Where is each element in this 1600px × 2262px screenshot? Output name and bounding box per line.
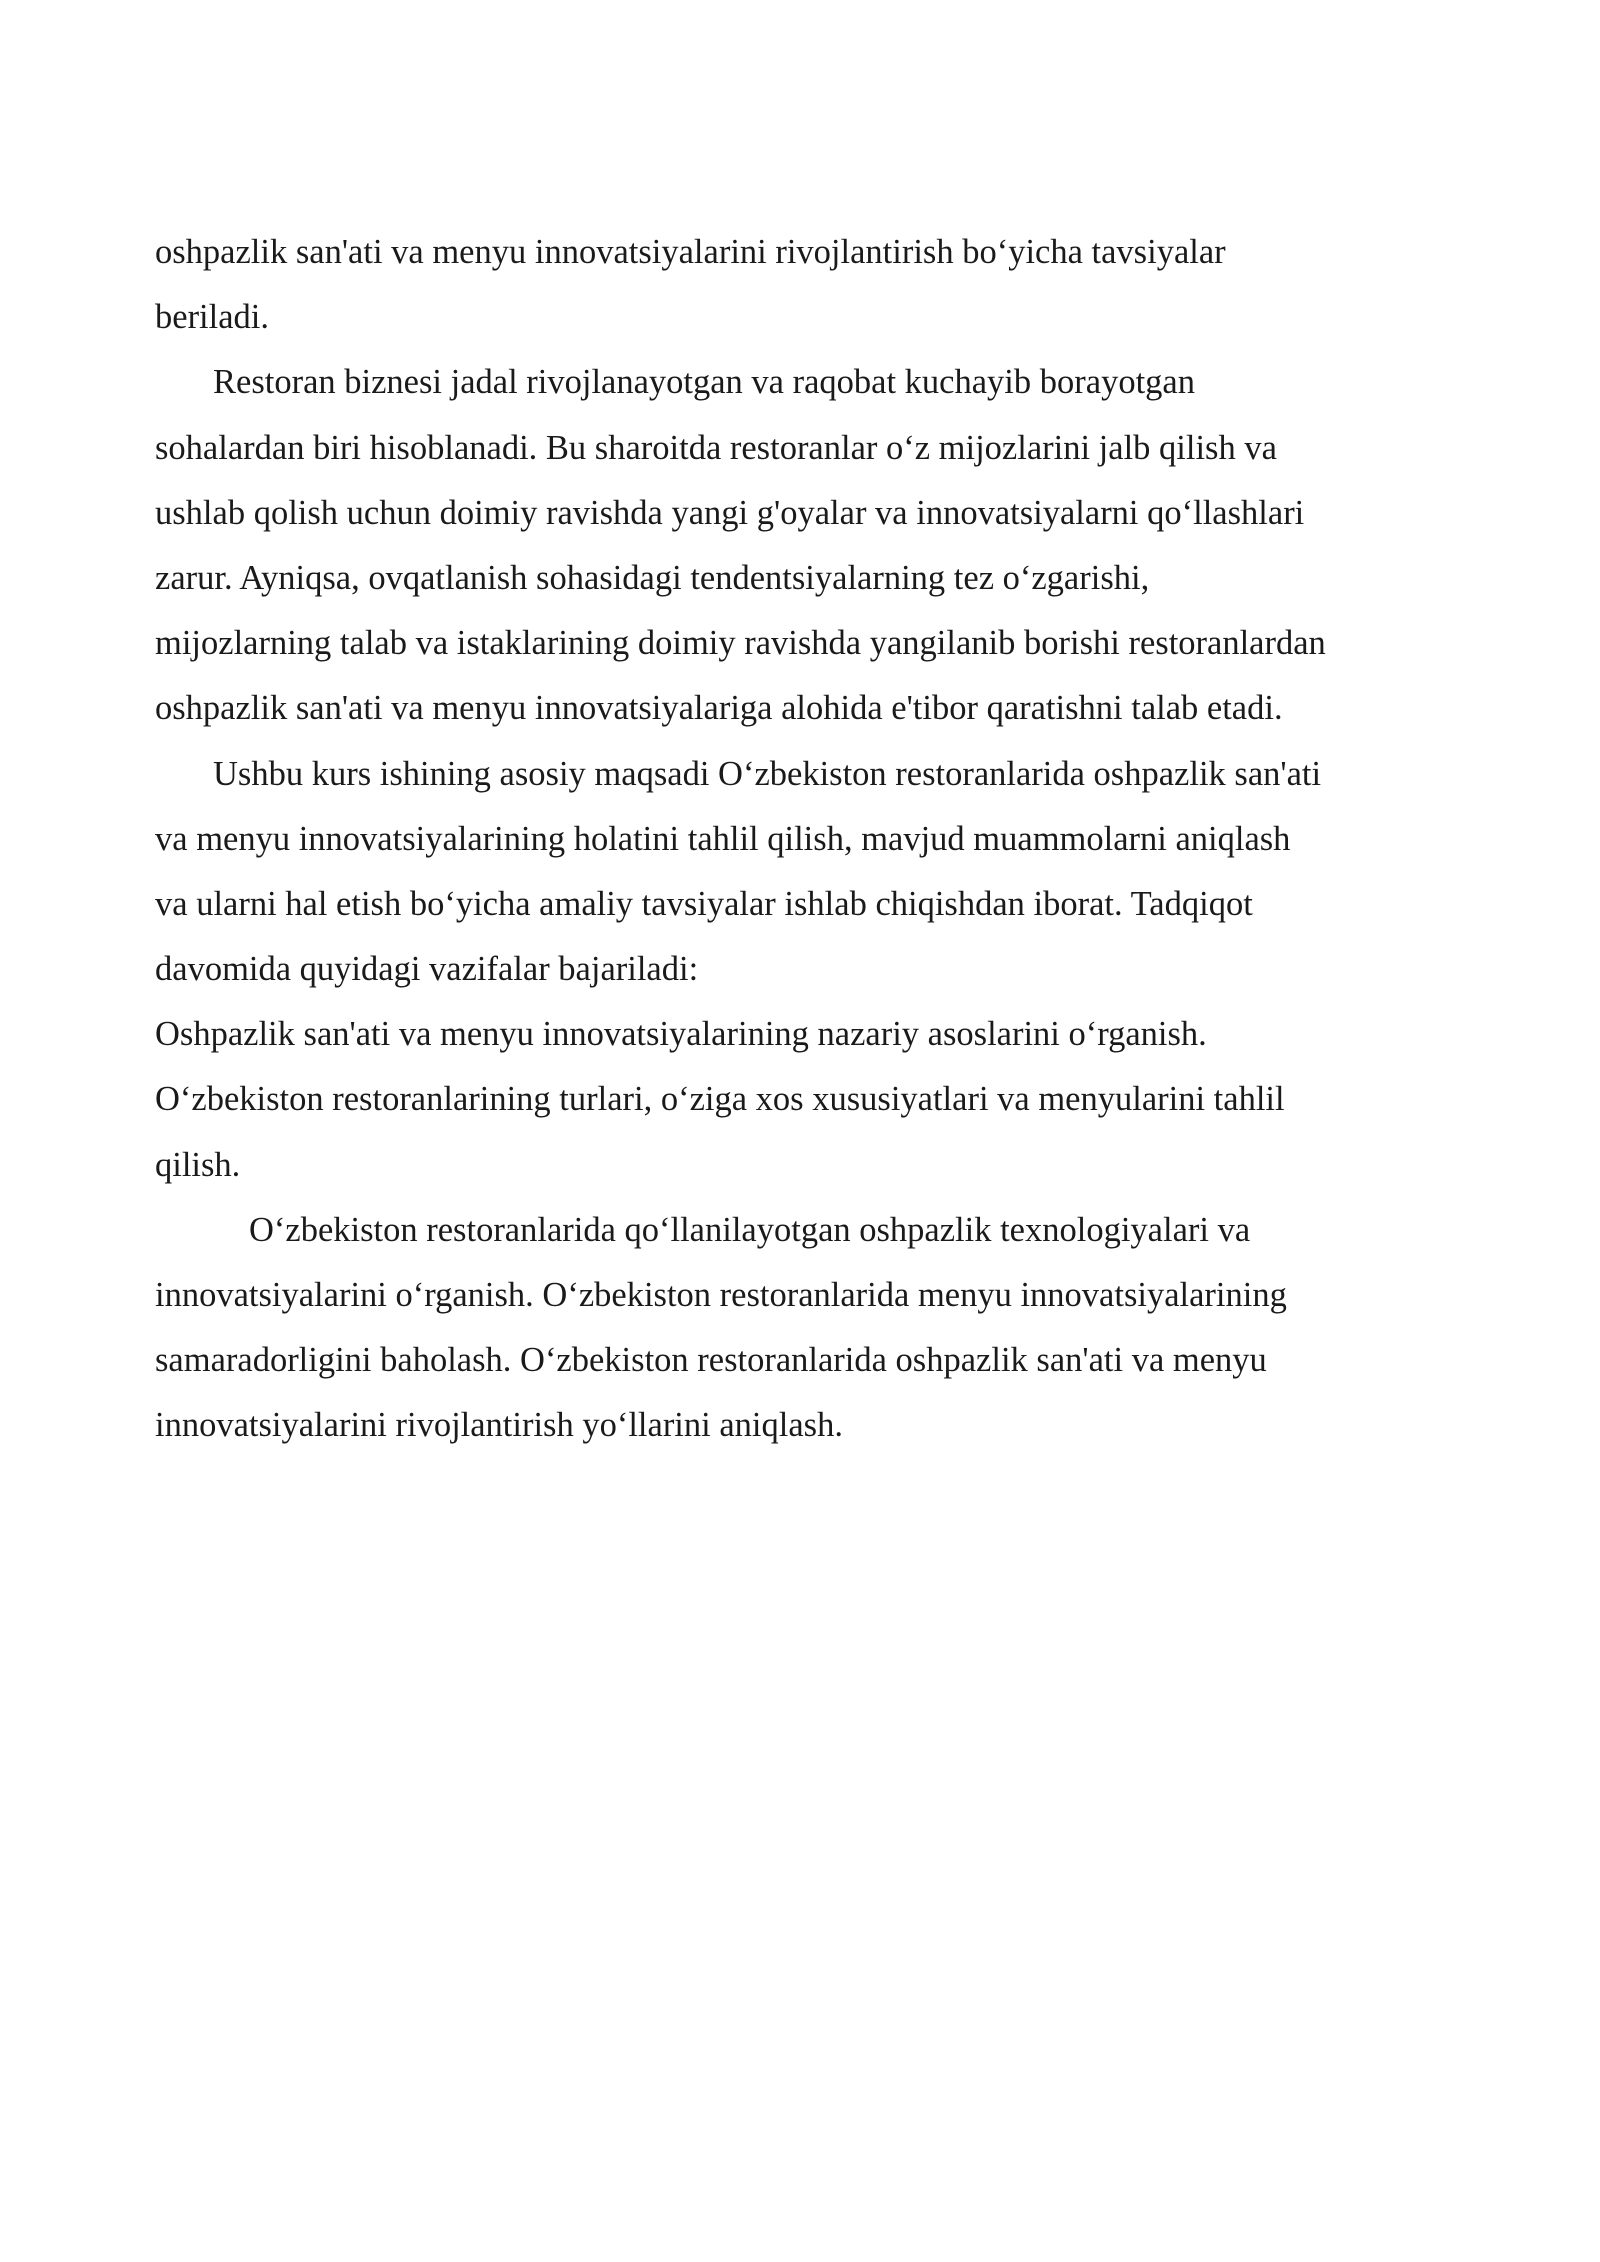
paragraph-first-line: O‘zbekiston restoranlarida qo‘llanilayotgan oshpazlik texnologiyalari va [249,1210,1251,1249]
text-line: innovatsiyalarini o‘rganish. O‘zbekiston restoranlarida menyu innovatsiyalarining [155,1276,1287,1314]
text-line: oshpazlik san'ati va menyu innovatsiyalarini rivojlantirish bo‘yicha tavsiyalar [155,233,1226,271]
text-line: qilish. [155,1145,241,1184]
text-line: zarur. Ayniqsa, ovqatlanish sohasidagi tendentsiyalarning tez o‘zgarishi, [155,558,1150,597]
text-line: beriladi. [155,298,269,337]
text-line: mijozlarning talab va istaklarining doimiy ravishda yangilanib borishi restoranlardan [155,624,1326,663]
body-text [155,220,1455,1459]
text-line: innovatsiyalarini rivojlantirish yo‘llarini aniqlash. [155,1406,843,1445]
text-line: ushlab qolish uchun doimiy ravishda yangi g'oyalar va innovatsiyalarni qo‘llashlari [155,493,1305,532]
text-line: sohalardan biri hisoblanadi. Bu sharoitda restoranlar o‘z mijozlarini jalb qilish va [155,428,1277,467]
paragraph-first-line: Ushbu kurs ishining asosiy maqsadi O‘zbekiston restoranlarida oshpazlik san'ati [213,754,1322,793]
text-line: va menyu innovatsiyalarining holatini tahlil qilish, mavjud muammolarni aniqlash [155,819,1291,858]
text-line: oshpazlik san'ati va menyu innovatsiyalariga alohida e'tibor qaratishni talab etadi. [155,689,1283,728]
task-item: O‘zbekiston restoranlarining turlari, o‘ziga xos xususiyatlari va menyularini tahlil [155,1080,1285,1119]
task-item: Oshpazlik san'ati va menyu innovatsiyalarining nazariy asoslarini o‘rganish. [155,1015,1207,1054]
paragraph-first-line: Restoran biznesi jadal rivojlanayotgan va raqobat kuchayib borayotgan [213,363,1195,402]
text-line: samaradorligini baholash. O‘zbekiston restoranlarida oshpazlik san'ati va menyu [155,1341,1267,1380]
text-line: davomida quyidagi vazifalar bajariladi: [155,950,699,989]
text-line: va ularni hal etish bo‘yicha amaliy tavsiyalar ishlab chiqishdan iborat. Tadqiqot [155,884,1253,923]
